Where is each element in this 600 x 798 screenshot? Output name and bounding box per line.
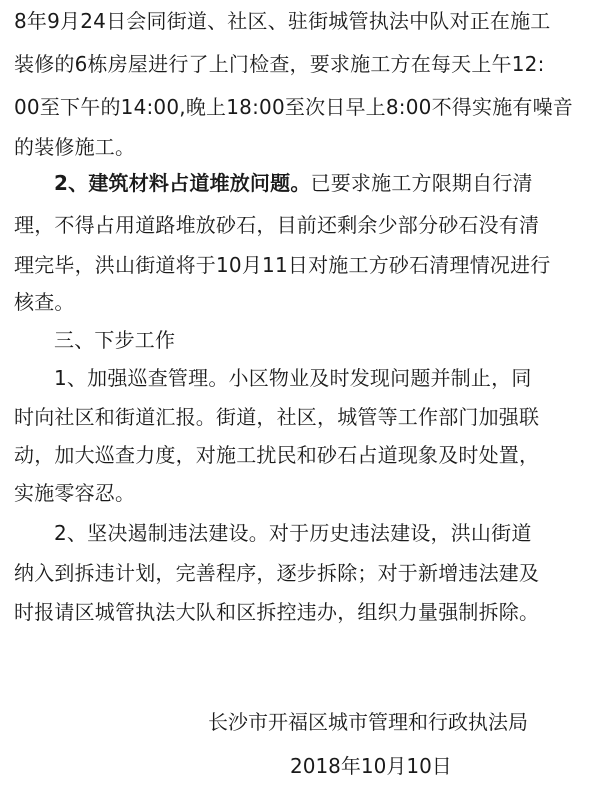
- text-line: 时报请区城管执法大队和区拆控违办，组织力量强制拆除。: [14, 600, 540, 624]
- text-line: 00至下午的14:00,晚上18:00至次日早上8:00不得实施有噪音: [14, 95, 573, 119]
- text-line: 理，不得占用道路堆放砂石，目前还剩余少部分砂石没有清: [14, 213, 540, 237]
- text-line: 理完毕，洪山街道将于10月11日对施工方砂石清理情况进行: [14, 253, 551, 277]
- text-line: 时向社区和街道汇报。街道，社区，城管等工作部门加强联: [14, 405, 540, 429]
- text-line: 实施零容忍。: [14, 481, 136, 505]
- text-line: 1、加强巡查管理。小区物业及时发现问题并制止，同: [54, 366, 532, 390]
- text-span: 已要求施工方限期自行清: [310, 171, 533, 195]
- signature-organization: 长沙市开福区城市管理和行政执法局: [208, 710, 528, 734]
- text-line: 的装修施工。: [14, 135, 136, 159]
- text-line: [54, 166, 533, 200]
- text-line: 2、坚决遏制违法建设。对于历史违法建设，洪山街道: [54, 521, 532, 545]
- text-line: 8年9月24日会同街道、社区、驻街城管执法中队对正在施工: [14, 9, 551, 33]
- section-heading: 2、建筑材料占道堆放问题。: [54, 171, 311, 195]
- section-title: 三、下步工作: [54, 328, 176, 352]
- text-line: 纳入到拆违计划，完善程序，逐步拆除；对于新增违法建及: [14, 561, 540, 585]
- text-line: 装修的6栋房屋进行了上门检查，要求施工方在每天上午12:: [14, 52, 545, 76]
- signature-date: 2018年10月10日: [290, 754, 452, 778]
- text-line: 动，加大巡查力度，对施工扰民和砂石占道现象及时处置，: [14, 443, 540, 467]
- text-line: 核查。: [14, 290, 75, 314]
